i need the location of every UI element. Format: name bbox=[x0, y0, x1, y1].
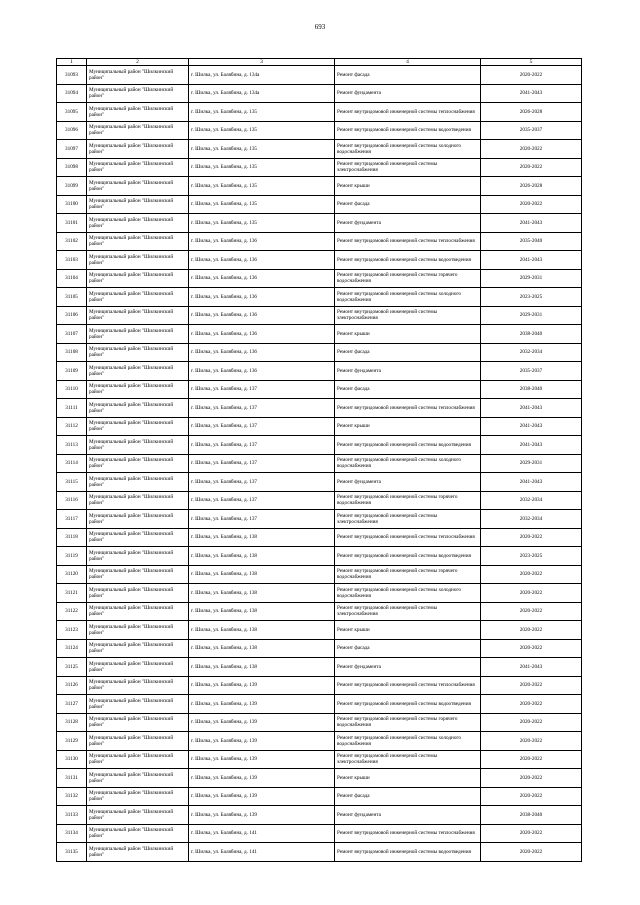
municipality-cell: Муниципальный район "Шилкинский район" bbox=[87, 639, 189, 658]
column-header: 1 bbox=[57, 59, 87, 66]
work-type-cell: Ремонт внутридомовой инженерной системы теплоснабжения bbox=[335, 232, 481, 251]
work-type-cell: Ремонт внутридомовой инженерной системы водоотведения bbox=[335, 436, 481, 455]
row-number-cell: 31118 bbox=[57, 528, 87, 547]
row-number-cell: 31110 bbox=[57, 380, 87, 399]
period-cell: 2041-2043 bbox=[481, 473, 582, 492]
row-number-cell: 31105 bbox=[57, 288, 87, 307]
row-number-cell: 31108 bbox=[57, 343, 87, 362]
address-cell: г. Шилка, ул. Балябина, д. 135 bbox=[189, 214, 335, 233]
address-cell: г. Шилка, ул. Балябина, д. 138 bbox=[189, 565, 335, 584]
row-number-cell: 31121 bbox=[57, 584, 87, 603]
row-number-cell: 31099 bbox=[57, 177, 87, 196]
address-cell: г. Шилка, ул. Балябина, д. 139 bbox=[189, 695, 335, 714]
row-number-cell: 31129 bbox=[57, 732, 87, 751]
row-number-cell: 31115 bbox=[57, 473, 87, 492]
work-type-cell: Ремонт внутридомовой инженерной системы электроснабжения bbox=[335, 510, 481, 529]
address-cell: г. Шилка, ул. Балябина, д. 137 bbox=[189, 473, 335, 492]
municipality-cell: Муниципальный район "Шилкинский район" bbox=[87, 454, 189, 473]
table-row bbox=[57, 251, 582, 270]
municipality-cell: Муниципальный район "Шилкинский район" bbox=[87, 750, 189, 769]
address-cell: г. Шилка, ул. Балябина, д. 138 bbox=[189, 528, 335, 547]
municipality-cell: Муниципальный район "Шилкинский район" bbox=[87, 399, 189, 418]
municipality-cell: Муниципальный район "Шилкинский район" bbox=[87, 103, 189, 122]
row-number-cell: 31103 bbox=[57, 251, 87, 270]
table-row bbox=[57, 454, 582, 473]
table-row bbox=[57, 140, 582, 159]
column-header: 5 bbox=[481, 59, 582, 66]
address-cell: г. Шилка, ул. Балябина, д. 138 bbox=[189, 639, 335, 658]
row-number-cell: 31114 bbox=[57, 454, 87, 473]
table-row bbox=[57, 195, 582, 214]
municipality-cell: Муниципальный район "Шилкинский район" bbox=[87, 306, 189, 325]
address-cell: г. Шилка, ул. Балябина, д. 141 bbox=[189, 824, 335, 843]
table-row bbox=[57, 232, 582, 251]
row-number-cell: 31116 bbox=[57, 491, 87, 510]
work-type-cell: Ремонт фасада bbox=[335, 195, 481, 214]
municipality-cell: Муниципальный район "Шилкинский район" bbox=[87, 84, 189, 103]
register-table bbox=[56, 58, 582, 862]
period-cell: 2035-2040 bbox=[481, 232, 582, 251]
address-cell: г. Шилка, ул. Балябина, д. 139 bbox=[189, 713, 335, 732]
table-row bbox=[57, 84, 582, 103]
address-cell: г. Шилка, ул. Балябина, д. 137 bbox=[189, 491, 335, 510]
work-type-cell: Ремонт внутридомовой инженерной системы горячего водоснабжения bbox=[335, 491, 481, 510]
period-cell: 2020-2022 bbox=[481, 750, 582, 769]
row-number-cell: 31123 bbox=[57, 621, 87, 640]
row-number-cell: 31127 bbox=[57, 695, 87, 714]
municipality-cell: Муниципальный район "Шилкинский район" bbox=[87, 547, 189, 566]
address-cell: г. Шилка, ул. Балябина, д. 139 bbox=[189, 676, 335, 695]
address-cell: г. Шилка, ул. Балябина, д. 136 bbox=[189, 362, 335, 381]
period-cell: 2038-2040 bbox=[481, 380, 582, 399]
municipality-cell: Муниципальный район "Шилкинский район" bbox=[87, 269, 189, 288]
row-number-cell: 31132 bbox=[57, 787, 87, 806]
work-type-cell: Ремонт крыши bbox=[335, 621, 481, 640]
work-type-cell: Ремонт фундамента bbox=[335, 658, 481, 677]
row-number-cell: 31119 bbox=[57, 547, 87, 566]
table-row bbox=[57, 121, 582, 140]
work-type-cell: Ремонт внутридомовой инженерной системы водоотведения bbox=[335, 547, 481, 566]
work-type-cell: Ремонт крыши bbox=[335, 325, 481, 344]
table-row bbox=[57, 473, 582, 492]
period-cell: 2023-2025 bbox=[481, 288, 582, 307]
row-number-cell: 31102 bbox=[57, 232, 87, 251]
row-number-cell: 31135 bbox=[57, 843, 87, 862]
work-type-cell: Ремонт внутридомовой инженерной системы водоотведения bbox=[335, 251, 481, 270]
table-row bbox=[57, 824, 582, 843]
row-number-cell: 31104 bbox=[57, 269, 87, 288]
table-row bbox=[57, 565, 582, 584]
row-number-cell: 31106 bbox=[57, 306, 87, 325]
row-number-cell: 31117 bbox=[57, 510, 87, 529]
municipality-cell: Муниципальный район "Шилкинский район" bbox=[87, 195, 189, 214]
row-number-cell: 31094 bbox=[57, 84, 87, 103]
municipality-cell: Муниципальный район "Шилкинский район" bbox=[87, 436, 189, 455]
work-type-cell: Ремонт внутридомовой инженерной системы холодного водоснабжения bbox=[335, 584, 481, 603]
work-type-cell: Ремонт внутридомовой инженерной системы горячего водоснабжения bbox=[335, 713, 481, 732]
table-row bbox=[57, 214, 582, 233]
row-number-cell: 31098 bbox=[57, 158, 87, 177]
work-type-cell: Ремонт фасада bbox=[335, 66, 481, 85]
period-cell: 2020-2022 bbox=[481, 732, 582, 751]
table-body bbox=[57, 59, 582, 862]
table-row bbox=[57, 695, 582, 714]
period-cell: 2020-2022 bbox=[481, 584, 582, 603]
work-type-cell: Ремонт фундамента bbox=[335, 806, 481, 825]
row-number-cell: 31109 bbox=[57, 362, 87, 381]
table-row bbox=[57, 362, 582, 381]
row-number-cell: 31122 bbox=[57, 602, 87, 621]
work-type-cell: Ремонт внутридомовой инженерной системы горячего водоснабжения bbox=[335, 565, 481, 584]
table-row bbox=[57, 732, 582, 751]
period-cell: 2020-2022 bbox=[481, 565, 582, 584]
address-cell: г. Шилка, ул. Балябина, д. 137 bbox=[189, 380, 335, 399]
period-cell: 2020-2022 bbox=[481, 695, 582, 714]
period-cell: 2020-2022 bbox=[481, 140, 582, 159]
table-row bbox=[57, 510, 582, 529]
municipality-cell: Муниципальный район "Шилкинский район" bbox=[87, 713, 189, 732]
address-cell: г. Шилка, ул. Балябина, д. 135 bbox=[189, 103, 335, 122]
period-cell: 2038-2040 bbox=[481, 325, 582, 344]
address-cell: г. Шилка, ул. Балябина, д. 141 bbox=[189, 843, 335, 862]
municipality-cell: Муниципальный район "Шилкинский район" bbox=[87, 584, 189, 603]
period-cell: 2020-2022 bbox=[481, 843, 582, 862]
address-cell: г. Шилка, ул. Балябина, д. 136 bbox=[189, 288, 335, 307]
table-row bbox=[57, 436, 582, 455]
table-row bbox=[57, 325, 582, 344]
table-row bbox=[57, 269, 582, 288]
period-cell: 2041-2043 bbox=[481, 658, 582, 677]
table-row bbox=[57, 750, 582, 769]
address-cell: г. Шилка, ул. Балябина, д. 136 bbox=[189, 343, 335, 362]
municipality-cell: Муниципальный район "Шилкинский район" bbox=[87, 66, 189, 85]
column-header: 2 bbox=[87, 59, 189, 66]
municipality-cell: Муниципальный район "Шилкинский район" bbox=[87, 769, 189, 788]
column-header: 4 bbox=[335, 59, 481, 66]
municipality-cell: Муниципальный район "Шилкинский район" bbox=[87, 787, 189, 806]
period-cell: 2020-2022 bbox=[481, 528, 582, 547]
row-number-cell: 31120 bbox=[57, 565, 87, 584]
work-type-cell: Ремонт крыши bbox=[335, 769, 481, 788]
page-number: 693 bbox=[314, 23, 326, 31]
work-type-cell: Ремонт внутридомовой инженерной системы холодного водоснабжения bbox=[335, 454, 481, 473]
period-cell: 2020-2022 bbox=[481, 769, 582, 788]
work-type-cell: Ремонт крыши bbox=[335, 177, 481, 196]
work-type-cell: Ремонт внутридомовой инженерной системы электроснабжения bbox=[335, 602, 481, 621]
municipality-cell: Муниципальный район "Шилкинский район" bbox=[87, 343, 189, 362]
table-row bbox=[57, 658, 582, 677]
municipality-cell: Муниципальный район "Шилкинский район" bbox=[87, 380, 189, 399]
table-row bbox=[57, 103, 582, 122]
work-type-cell: Ремонт фасада bbox=[335, 639, 481, 658]
row-number-cell: 31107 bbox=[57, 325, 87, 344]
address-cell: г. Шилка, ул. Балябина, д. 137 bbox=[189, 510, 335, 529]
table-header-row bbox=[57, 59, 582, 66]
period-cell: 2029-2031 bbox=[481, 306, 582, 325]
municipality-cell: Муниципальный район "Шилкинский район" bbox=[87, 843, 189, 862]
period-cell: 2041-2043 bbox=[481, 214, 582, 233]
municipality-cell: Муниципальный район "Шилкинский район" bbox=[87, 158, 189, 177]
address-cell: г. Шилка, ул. Балябина, д. 134а bbox=[189, 66, 335, 85]
table-row bbox=[57, 66, 582, 85]
period-cell: 2032-2034 bbox=[481, 510, 582, 529]
work-type-cell: Ремонт внутридомовой инженерной системы холодного водоснабжения bbox=[335, 140, 481, 159]
address-cell: г. Шилка, ул. Балябина, д. 137 bbox=[189, 454, 335, 473]
row-number-cell: 31111 bbox=[57, 399, 87, 418]
period-cell: 2023-2025 bbox=[481, 547, 582, 566]
table-row bbox=[57, 417, 582, 436]
period-cell: 2035-2037 bbox=[481, 362, 582, 381]
table-row bbox=[57, 787, 582, 806]
address-cell: г. Шилка, ул. Балябина, д. 136 bbox=[189, 269, 335, 288]
work-type-cell: Ремонт внутридомовой инженерной системы электроснабжения bbox=[335, 306, 481, 325]
period-cell: 2020-2022 bbox=[481, 195, 582, 214]
address-cell: г. Шилка, ул. Балябина, д. 137 bbox=[189, 399, 335, 418]
address-cell: г. Шилка, ул. Балябина, д. 137 bbox=[189, 436, 335, 455]
municipality-cell: Муниципальный район "Шилкинский район" bbox=[87, 491, 189, 510]
municipality-cell: Муниципальный район "Шилкинский район" bbox=[87, 602, 189, 621]
work-type-cell: Ремонт крыши bbox=[335, 417, 481, 436]
municipality-cell: Муниципальный район "Шилкинский район" bbox=[87, 177, 189, 196]
work-type-cell: Ремонт внутридомовой инженерной системы холодного водоснабжения bbox=[335, 288, 481, 307]
table-row bbox=[57, 713, 582, 732]
municipality-cell: Муниципальный район "Шилкинский район" bbox=[87, 695, 189, 714]
work-type-cell: Ремонт внутридомовой инженерной системы холодного водоснабжения bbox=[335, 732, 481, 751]
table-row bbox=[57, 343, 582, 362]
address-cell: г. Шилка, ул. Балябина, д. 138 bbox=[189, 602, 335, 621]
municipality-cell: Муниципальный район "Шилкинский район" bbox=[87, 121, 189, 140]
period-cell: 2041-2043 bbox=[481, 251, 582, 270]
address-cell: г. Шилка, ул. Балябина, д. 136 bbox=[189, 232, 335, 251]
period-cell: 2020-2022 bbox=[481, 824, 582, 843]
table-row bbox=[57, 547, 582, 566]
municipality-cell: Муниципальный район "Шилкинский район" bbox=[87, 510, 189, 529]
table-row bbox=[57, 621, 582, 640]
municipality-cell: Муниципальный район "Шилкинский район" bbox=[87, 676, 189, 695]
period-cell: 2020-2022 bbox=[481, 158, 582, 177]
address-cell: г. Шилка, ул. Балябина, д. 135 bbox=[189, 140, 335, 159]
address-cell: г. Шилка, ул. Балябина, д. 135 bbox=[189, 195, 335, 214]
table-row bbox=[57, 380, 582, 399]
address-cell: г. Шилка, ул. Балябина, д. 136 bbox=[189, 306, 335, 325]
work-type-cell: Ремонт фасада bbox=[335, 787, 481, 806]
work-type-cell: Ремонт внутридомовой инженерной системы электроснабжения bbox=[335, 158, 481, 177]
table-row bbox=[57, 639, 582, 658]
period-cell: 2020-2022 bbox=[481, 787, 582, 806]
period-cell: 2029-2031 bbox=[481, 454, 582, 473]
table-row bbox=[57, 306, 582, 325]
table-row bbox=[57, 158, 582, 177]
municipality-cell: Муниципальный район "Шилкинский район" bbox=[87, 732, 189, 751]
work-type-cell: Ремонт внутридомовой инженерной системы теплоснабжения bbox=[335, 676, 481, 695]
row-number-cell: 31131 bbox=[57, 769, 87, 788]
address-cell: г. Шилка, ул. Балябина, д. 138 bbox=[189, 584, 335, 603]
address-cell: г. Шилка, ул. Балябина, д. 135 bbox=[189, 121, 335, 140]
address-cell: г. Шилка, ул. Балябина, д. 139 bbox=[189, 769, 335, 788]
municipality-cell: Муниципальный район "Шилкинский район" bbox=[87, 621, 189, 640]
row-number-cell: 31130 bbox=[57, 750, 87, 769]
work-type-cell: Ремонт внутридомовой инженерной системы водоотведения bbox=[335, 121, 481, 140]
row-number-cell: 31100 bbox=[57, 195, 87, 214]
municipality-cell: Муниципальный район "Шилкинский район" bbox=[87, 528, 189, 547]
period-cell: 2032-2034 bbox=[481, 343, 582, 362]
row-number-cell: 31126 bbox=[57, 676, 87, 695]
address-cell: г. Шилка, ул. Балябина, д. 136 bbox=[189, 251, 335, 270]
municipality-cell: Муниципальный район "Шилкинский район" bbox=[87, 473, 189, 492]
table-row bbox=[57, 602, 582, 621]
address-cell: г. Шилка, ул. Балябина, д. 137 bbox=[189, 417, 335, 436]
period-cell: 2029-2031 bbox=[481, 269, 582, 288]
address-cell: г. Шилка, ул. Балябина, д. 139 bbox=[189, 750, 335, 769]
table-row bbox=[57, 769, 582, 788]
period-cell: 2020-2022 bbox=[481, 713, 582, 732]
period-cell: 2020-2022 bbox=[481, 602, 582, 621]
period-cell: 2038-2040 bbox=[481, 806, 582, 825]
period-cell: 2026-2028 bbox=[481, 103, 582, 122]
municipality-cell: Муниципальный район "Шилкинский район" bbox=[87, 288, 189, 307]
address-cell: г. Шилка, ул. Балябина, д. 138 bbox=[189, 658, 335, 677]
table-row bbox=[57, 288, 582, 307]
row-number-cell: 31095 bbox=[57, 103, 87, 122]
municipality-cell: Муниципальный район "Шилкинский район" bbox=[87, 806, 189, 825]
municipality-cell: Муниципальный район "Шилкинский район" bbox=[87, 824, 189, 843]
row-number-cell: 31093 bbox=[57, 66, 87, 85]
row-number-cell: 31097 bbox=[57, 140, 87, 159]
row-number-cell: 31125 bbox=[57, 658, 87, 677]
address-cell: г. Шилка, ул. Балябина, д. 138 bbox=[189, 621, 335, 640]
period-cell: 2020-2022 bbox=[481, 676, 582, 695]
period-cell: 2020-2022 bbox=[481, 621, 582, 640]
address-cell: г. Шилка, ул. Балябина, д. 139 bbox=[189, 732, 335, 751]
period-cell: 2020-2022 bbox=[481, 639, 582, 658]
work-type-cell: Ремонт фасада bbox=[335, 343, 481, 362]
work-type-cell: Ремонт фундамента bbox=[335, 473, 481, 492]
work-type-cell: Ремонт внутридомовой инженерной системы теплоснабжения bbox=[335, 824, 481, 843]
table-row bbox=[57, 177, 582, 196]
row-number-cell: 31133 bbox=[57, 806, 87, 825]
address-cell: г. Шилка, ул. Балябина, д. 139 bbox=[189, 806, 335, 825]
address-cell: г. Шилка, ул. Балябина, д. 135 bbox=[189, 158, 335, 177]
work-type-cell: Ремонт фундамента bbox=[335, 214, 481, 233]
municipality-cell: Муниципальный район "Шилкинский район" bbox=[87, 232, 189, 251]
municipality-cell: Муниципальный район "Шилкинский район" bbox=[87, 251, 189, 270]
municipality-cell: Муниципальный район "Шилкинский район" bbox=[87, 565, 189, 584]
column-header: 3 bbox=[189, 59, 335, 66]
period-cell: 2035-2037 bbox=[481, 121, 582, 140]
row-number-cell: 31112 bbox=[57, 417, 87, 436]
address-cell: г. Шилка, ул. Балябина, д. 134а bbox=[189, 84, 335, 103]
period-cell: 2041-2043 bbox=[481, 436, 582, 455]
table-row bbox=[57, 399, 582, 418]
municipality-cell: Муниципальный район "Шилкинский район" bbox=[87, 140, 189, 159]
work-type-cell: Ремонт фасада bbox=[335, 380, 481, 399]
municipality-cell: Муниципальный район "Шилкинский район" bbox=[87, 214, 189, 233]
row-number-cell: 31101 bbox=[57, 214, 87, 233]
table-row bbox=[57, 806, 582, 825]
work-type-cell: Ремонт внутридомовой инженерной системы теплоснабжения bbox=[335, 103, 481, 122]
work-type-cell: Ремонт внутридомовой инженерной системы горячего водоснабжения bbox=[335, 269, 481, 288]
municipality-cell: Муниципальный район "Шилкинский район" bbox=[87, 325, 189, 344]
period-cell: 2026-2028 bbox=[481, 177, 582, 196]
table-row bbox=[57, 491, 582, 510]
work-type-cell: Ремонт внутридомовой инженерной системы водоотведения bbox=[335, 695, 481, 714]
address-cell: г. Шилка, ул. Балябина, д. 136 bbox=[189, 325, 335, 344]
period-cell: 2041-2043 bbox=[481, 417, 582, 436]
row-number-cell: 31124 bbox=[57, 639, 87, 658]
row-number-cell: 31096 bbox=[57, 121, 87, 140]
municipality-cell: Муниципальный район "Шилкинский район" bbox=[87, 658, 189, 677]
work-type-cell: Ремонт фундамента bbox=[335, 84, 481, 103]
table-row bbox=[57, 676, 582, 695]
work-type-cell: Ремонт внутридомовой инженерной системы теплоснабжения bbox=[335, 528, 481, 547]
table-row bbox=[57, 528, 582, 547]
municipality-cell: Муниципальный район "Шилкинский район" bbox=[87, 362, 189, 381]
row-number-cell: 31128 bbox=[57, 713, 87, 732]
period-cell: 2041-2043 bbox=[481, 399, 582, 418]
period-cell: 2032-2034 bbox=[481, 491, 582, 510]
address-cell: г. Шилка, ул. Балябина, д. 138 bbox=[189, 547, 335, 566]
table-row bbox=[57, 843, 582, 862]
municipality-cell: Муниципальный район "Шилкинский район" bbox=[87, 417, 189, 436]
work-type-cell: Ремонт внутридомовой инженерной системы водоотведения bbox=[335, 843, 481, 862]
row-number-cell: 31113 bbox=[57, 436, 87, 455]
table-row bbox=[57, 584, 582, 603]
work-type-cell: Ремонт внутридомовой инженерной системы теплоснабжения bbox=[335, 399, 481, 418]
period-cell: 2041-2043 bbox=[481, 84, 582, 103]
address-cell: г. Шилка, ул. Балябина, д. 135 bbox=[189, 177, 335, 196]
row-number-cell: 31134 bbox=[57, 824, 87, 843]
period-cell: 2020-2022 bbox=[481, 66, 582, 85]
address-cell: г. Шилка, ул. Балябина, д. 139 bbox=[189, 787, 335, 806]
work-type-cell: Ремонт фундамента bbox=[335, 362, 481, 381]
work-type-cell: Ремонт внутридомовой инженерной системы электроснабжения bbox=[335, 750, 481, 769]
